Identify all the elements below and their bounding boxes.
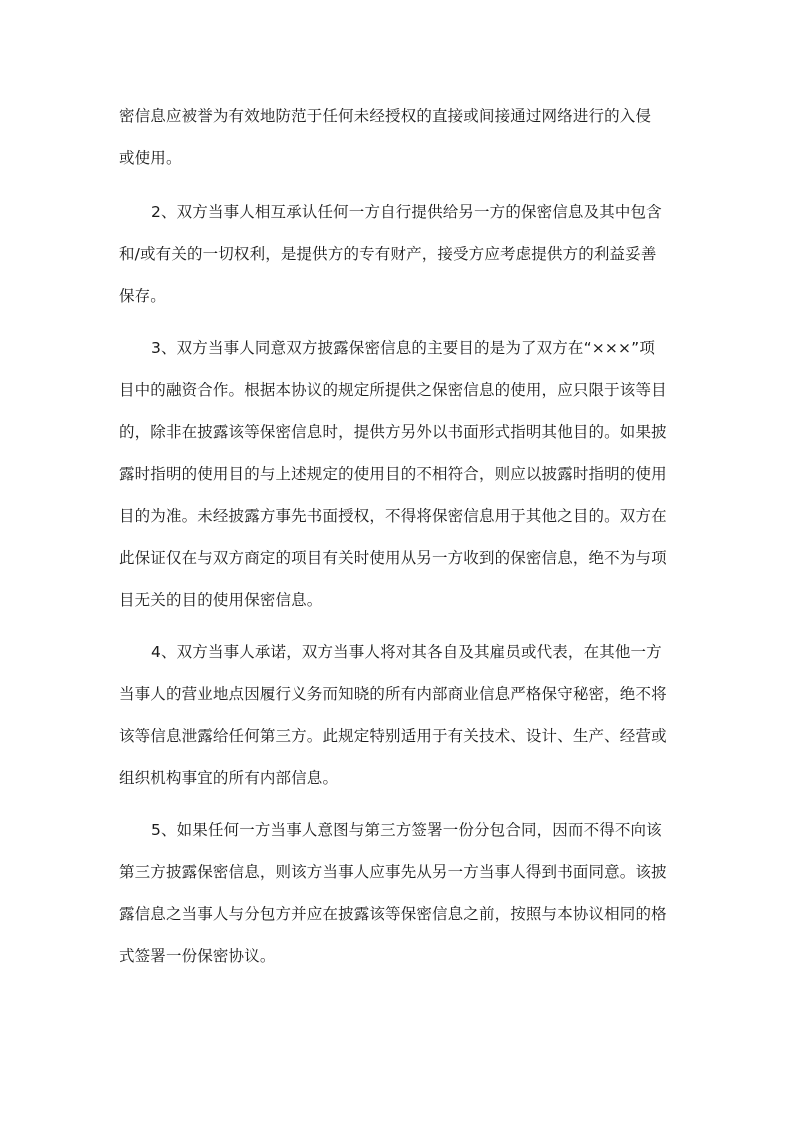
paragraph-line: 第三方披露保密信息，则该方当事人应事先从另一方当事人得到书面同意。该披 — [119, 863, 667, 881]
paragraph-line: 组织机构事宜的所有内部信息。 — [119, 769, 339, 787]
paragraph-line: 该等信息泄露给任何第三方。此规定特别适用于有关技术、设计、生产、经营或 — [119, 727, 667, 745]
paragraph-line: 目无关的目的使用保密信息。 — [119, 591, 323, 609]
paragraph-line: 密信息应被誉为有效地防范于任何未经授权的直接或间接通过网络进行的入侵 — [119, 107, 652, 125]
paragraph-line: 此保证仅在与双方商定的项目有关时使用从另一方收到的保密信息，绝不为与项 — [119, 549, 667, 567]
paragraph-line: 露信息之当事人与分包方并应在披露该等保密信息之前，按照与本协议相同的格 — [119, 905, 667, 923]
paragraph-line: 和/或有关的一切权利，是提供方的专有财产，接受方应考虑提供方的利益妥善 — [119, 245, 657, 263]
paragraph-line: 的，除非在披露该等保密信息时，提供方另外以书面形式指明其他目的。如果披 — [119, 423, 667, 441]
paragraph-line: 或使用。 — [119, 149, 182, 167]
paragraph-line: 保存。 — [119, 287, 166, 305]
paragraph-line: 当事人的营业地点因履行义务而知晓的所有内部商业信息严格保守秘密，绝不将 — [119, 685, 667, 703]
paragraph-line: 3、双方当事人同意双方披露保密信息的主要目的是为了双方在“×××”项 — [151, 339, 655, 357]
paragraph-line: 式签署一份保密协议。 — [119, 947, 276, 965]
paragraph-line: 4、双方当事人承诺，双方当事人将对其各自及其雇员或代表，在其他一方 — [151, 643, 662, 661]
paragraph-line: 露时指明的使用目的与上述规定的使用目的不相符合，则应以披露时指明的使用 — [119, 465, 667, 483]
paragraph-line: 目中的融资合作。根据本协议的规定所提供之保密信息的使用，应只限于该等目 — [119, 381, 667, 399]
paragraph-line: 2、双方当事人相互承认任何一方自行提供给另一方的保密信息及其中包含 — [151, 203, 662, 221]
paragraph-line: 目的为准。未经披露方事先书面授权，不得将保密信息用于其他之目的。双方在 — [119, 507, 667, 525]
paragraph-line: 5、如果任何一方当事人意图与第三方签署一份分包合同，因而不得不向该 — [151, 821, 662, 839]
